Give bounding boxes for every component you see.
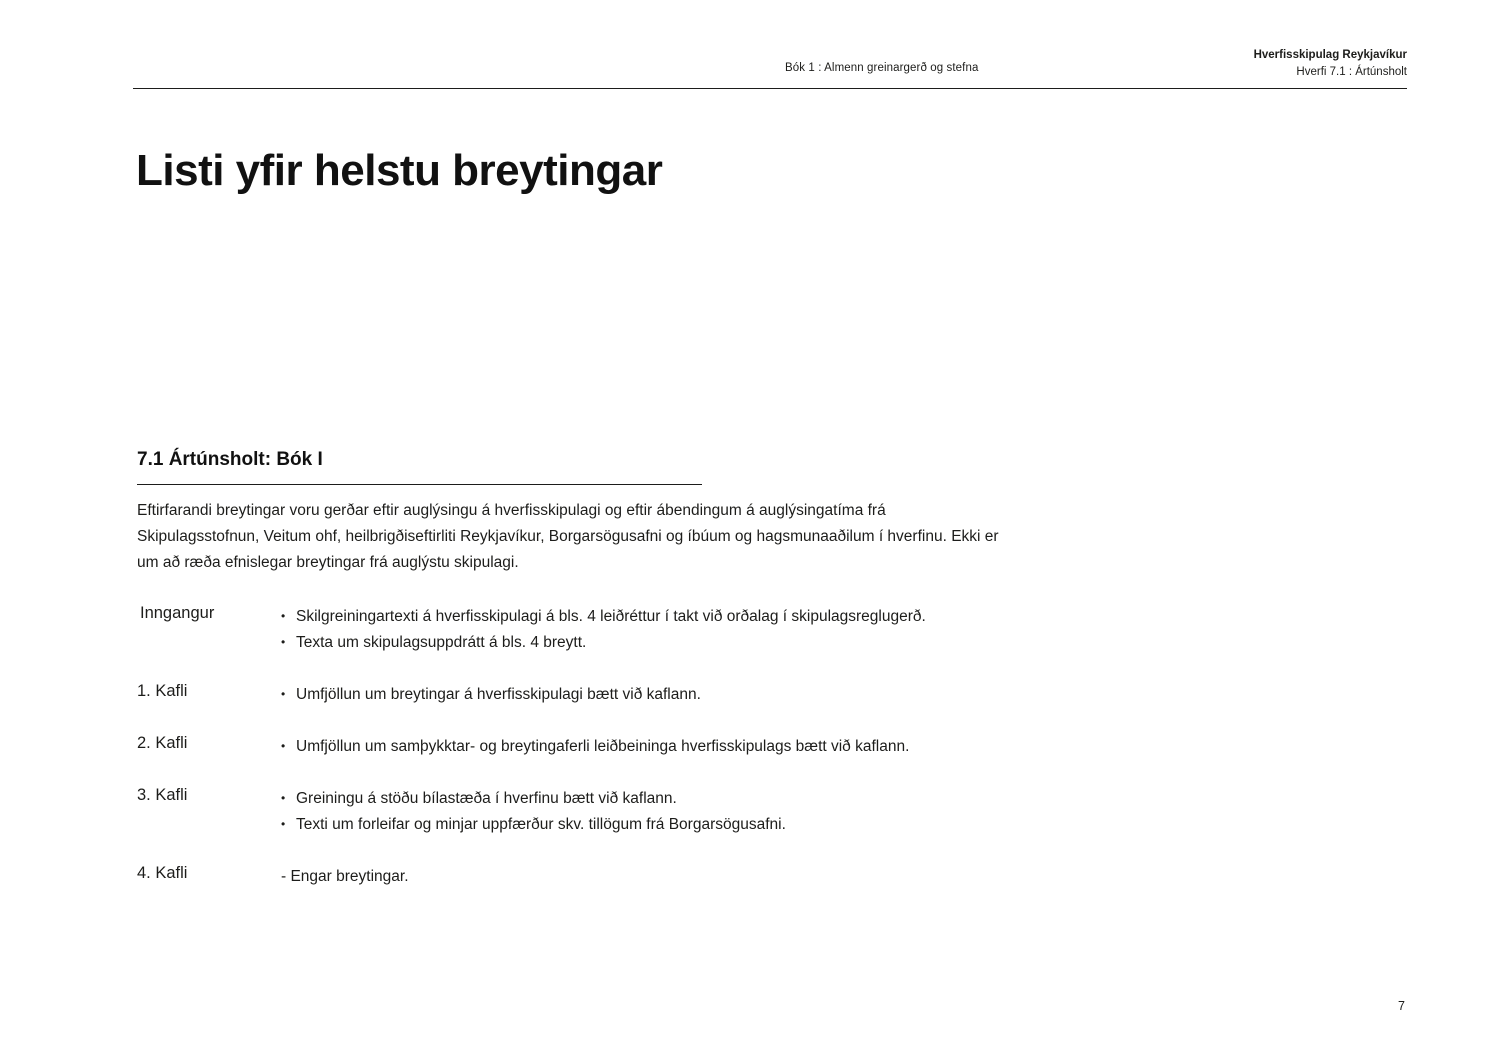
change-label: 3. Kafli [137, 786, 188, 804]
change-items [281, 864, 1237, 890]
change-items [281, 734, 1237, 760]
change-label: Inngangur [140, 604, 215, 622]
change-label: 4. Kafli [137, 864, 188, 882]
change-item: • Texti um forleifar og minjar uppfærður skv. tillögum frá Borgarsögusafni. [281, 812, 1237, 838]
change-item: • Greiningu á stöðu bílastæða í hverfinu bætt við kaflann. [281, 786, 1237, 812]
change-row-kafli-4 [137, 864, 1237, 890]
change-items [281, 786, 1237, 838]
header-book-label: Bók 1 : Almenn greinargerð og stefna [785, 62, 979, 74]
change-row-kafli-1 [137, 682, 1237, 708]
intro-paragraph: Eftirfarandi breytingar voru gerðar eftir auglýsingu á hverfisskipulagi og eftir ábendingum á auglýsingatíma frá Skipulagsstofnun, Veitum ohf, heilbrigðiseftirliti Reykjavíkur, Borgarsögusafni og íbúum og hagsmunaaðilum í hverfinu. Ekki er um að ræða efnislegar breytingar frá auglýstu skipulagi. [137, 502, 999, 571]
change-item: - Engar breytingar. [281, 868, 409, 885]
header-right-block [1254, 47, 1407, 81]
change-items [281, 682, 1237, 708]
changes-list [137, 604, 1237, 916]
header-document-title: Hverfisskipulag Reykjavíkur [1253, 49, 1407, 61]
page-title: Listi yfir helstu breytingar [136, 146, 663, 195]
section-heading: 7.1 Ártúnsholt: Bók I [137, 449, 702, 485]
change-label: 2. Kafli [137, 734, 188, 752]
page-number: 7 [1398, 999, 1405, 1013]
change-item: • Texta um skipulagsuppdrátt á bls. 4 breytt. [281, 630, 1237, 656]
header-document-subtitle: Hverfi 7.1 : Ártúnsholt [1296, 66, 1407, 78]
change-label: 1. Kafli [137, 682, 188, 700]
change-item: • Skilgreiningartexti á hverfisskipulagi á bls. 4 leiðréttur í takt við orðalag í skipulagsreglugerð. [281, 604, 1237, 630]
change-item: • Umfjöllun um samþykktar- og breytingaferli leiðbeininga hverfisskipulags bætt við kaflann. [281, 734, 1237, 760]
change-item: • Umfjöllun um breytingar á hverfisskipulagi bætt við kaflann. [281, 682, 1237, 708]
change-row-kafli-2 [137, 734, 1237, 760]
header-divider [133, 88, 1407, 89]
change-items [281, 604, 1237, 656]
change-row-inngangur [137, 604, 1237, 656]
change-row-kafli-3 [137, 786, 1237, 838]
